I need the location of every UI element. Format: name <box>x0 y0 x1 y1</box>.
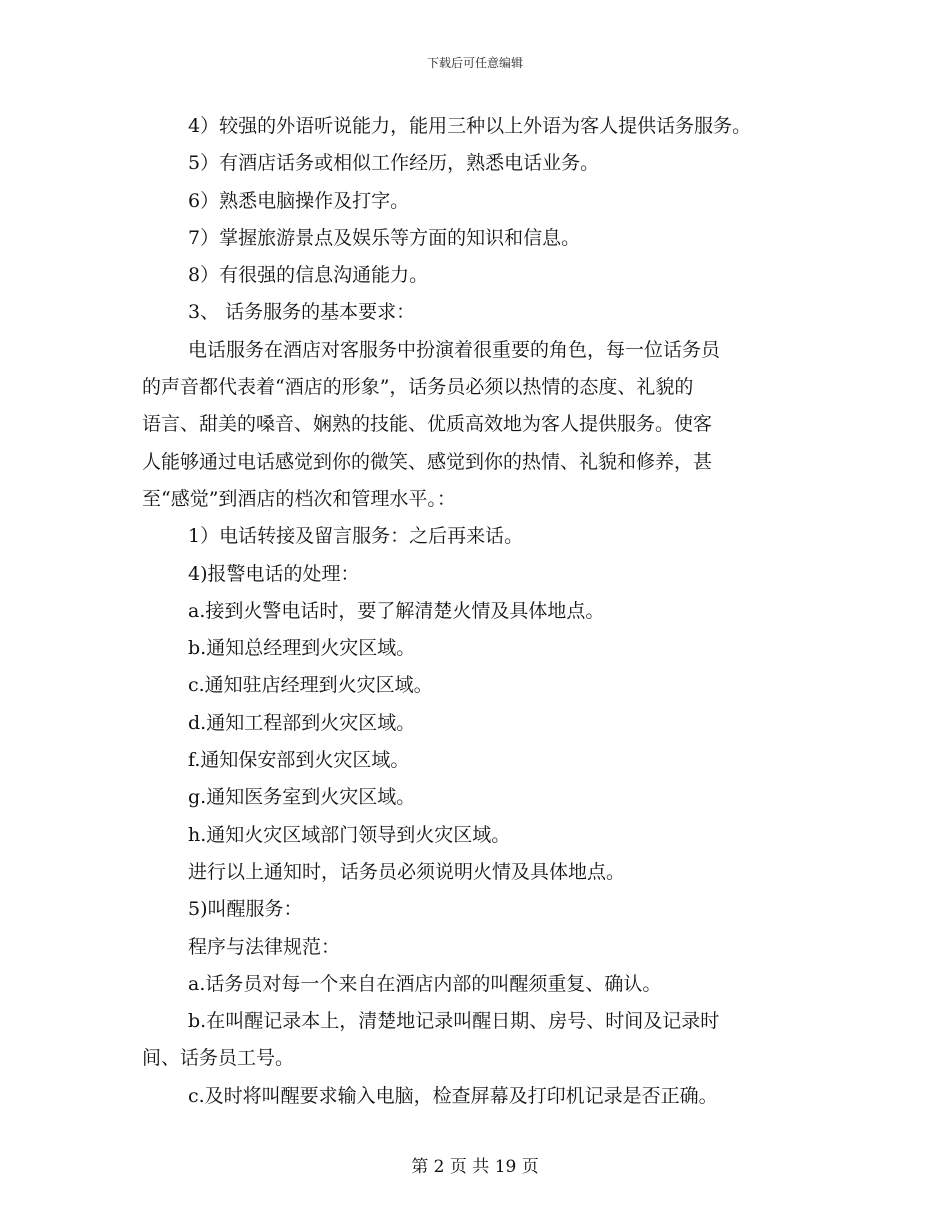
body-line: b.通知总经理到火灾区域。 <box>188 637 416 660</box>
body-line: 5)叫醒服务： <box>188 898 303 921</box>
document-body <box>142 108 822 1115</box>
body-line: 进行以上通知时，话务员必须说明火情及具体地点。 <box>188 860 626 883</box>
body-line: 语言、甜美的嗓音、娴熟的技能、优质高效地为客人提供服务。使客 <box>142 413 713 436</box>
body-line: 8）有很强的信息沟通能力。 <box>188 264 429 287</box>
body-line: c.通知驻店经理到火灾区域。 <box>188 674 433 697</box>
body-line: a.话务员对每一个来自在酒店内部的叫醒须重复、确认。 <box>188 972 662 995</box>
page-header-note: 下载后可任意编辑 <box>426 56 523 70</box>
body-line: 间、话务员工号。 <box>142 1047 295 1070</box>
body-line: 1）电话转接及留言服务：之后再来话。 <box>188 525 524 548</box>
body-line: d.通知工程部到火灾区域。 <box>188 711 416 734</box>
body-line: 4）较强的外语听说能力，能用三种以上外语为客人提供话务服务。 <box>188 115 752 137</box>
body-line: 程序与法律规范： <box>188 935 341 958</box>
body-line: 7）掌握旅游景点及娱乐等方面的知识和信息。 <box>188 226 581 249</box>
body-line: 电话服务在酒店对客服务中扮演着很重要的角色，每一位话务员 <box>188 338 721 361</box>
body-line: a.接到火警电话时，要了解清楚火情及具体地点。 <box>188 599 605 622</box>
section-heading: 3、 话务服务的基本要求： <box>188 301 416 324</box>
body-line: b.在叫醒记录本上，清楚地记录叫醒日期、房号、时间及记录时 <box>188 1010 720 1033</box>
body-line: c.及时将叫醒要求输入电脑，检查屏幕及打印机记录是否正确。 <box>188 1084 718 1107</box>
body-line: f.通知保安部到火灾区域。 <box>188 749 410 772</box>
body-line: g.通知医务室到火灾区域。 <box>188 786 416 809</box>
body-line: 人能够通过电话感觉到你的微笑、感觉到你的热情、礼貌和修养，甚 <box>142 450 713 473</box>
page-number: 第 2 页 共 19 页 <box>411 1157 539 1177</box>
body-line: 5）有酒店话务或相似工作经历，熟悉电话业务。 <box>188 152 600 175</box>
body-line: 的声音都代表着“酒店的形象”，话务员必须以热情的态度、礼貌的 <box>142 376 694 399</box>
body-line: 4)报警电话的处理： <box>188 562 360 585</box>
body-line: 6）熟悉电脑操作及打字。 <box>188 189 410 212</box>
body-line: 至“感觉”到酒店的档次和管理水平。： <box>142 487 456 510</box>
body-line: h.通知火灾区域部门领导到火灾区域。 <box>188 823 511 846</box>
